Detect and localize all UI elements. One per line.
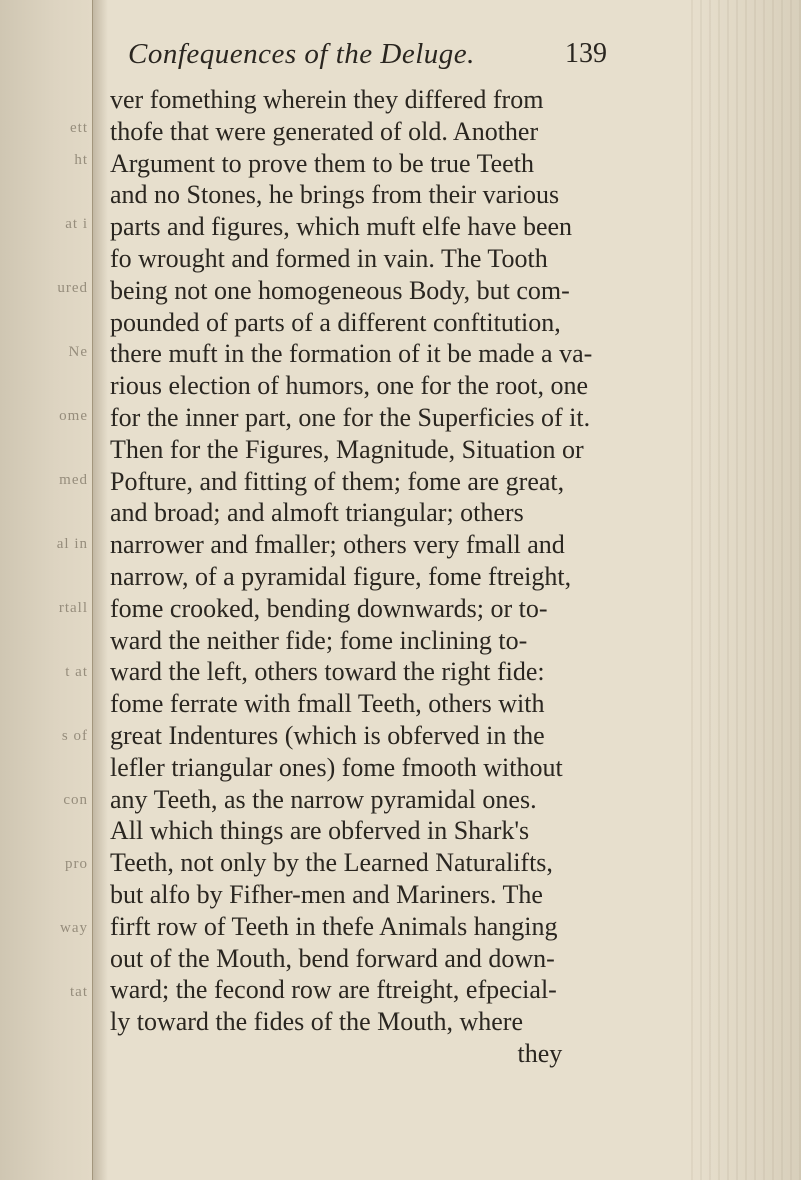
page-header	[110, 18, 710, 78]
gutter-shadow	[92, 0, 108, 1180]
text-line: Argument to prove them to be true Teeth	[110, 148, 534, 178]
book-page	[110, 18, 710, 1068]
text-line: there muft in the formation of it be made a va-	[110, 339, 593, 369]
text-line: pounded of parts of a different conftitution,	[110, 307, 561, 337]
text-line: great Indentures (which is obferved in the	[110, 720, 545, 750]
text-line: and no Stones, he brings from their various	[110, 180, 560, 210]
text-line: but alfo by Fifher-men and Mariners. The	[110, 879, 543, 909]
text-line: out of the Mouth, bend forward and down-	[110, 943, 555, 973]
text-line: being not one homogeneous Body, but com-	[110, 275, 570, 305]
text-line: ward; the fecond row are ftreight, efpecial-	[110, 975, 557, 1005]
text-line: lefler triangular ones) fome fmooth without	[110, 752, 563, 782]
text-line: ward the left, others toward the right fide:	[110, 657, 545, 687]
text-line: ly toward the fides of the Mouth, where	[110, 1007, 524, 1037]
text-line: for the inner part, one for the Superficies of it.	[110, 402, 591, 432]
text-line: parts and figures, which muft elfe have been	[110, 212, 573, 242]
text-line: fome ferrate with fmall Teeth, others with	[110, 689, 545, 719]
text-line: thofe that were generated of old. Another	[110, 116, 539, 146]
text-line: fo wrought and formed in vain. The Tooth	[110, 243, 548, 273]
body-text	[110, 84, 592, 1070]
text-line: narrower and fmaller; others very fmall and	[110, 530, 565, 560]
running-title: Confequences of the Deluge.	[128, 38, 475, 70]
page-edge-right	[691, 0, 801, 1180]
text-line: and broad; and almoft triangular; others	[110, 498, 524, 528]
text-line: All which things are obferved in Shark's	[110, 816, 530, 846]
text-line: ver fomething wherein they differed from	[110, 85, 544, 114]
text-line: any Teeth, as the narrow pyramidal ones.	[110, 784, 537, 814]
facing-page-edge: ett ht at i ured Ne ome med al in rtall t at s of con pro way tat	[0, 0, 93, 1180]
text-line: Then for the Figures, Magnitude, Situation or	[110, 434, 584, 464]
text-line: Teeth, not only by the Learned Naturalifts,	[110, 848, 553, 878]
text-line: ward the neither fide; fome inclining to-	[110, 625, 528, 655]
text-line: narrow, of a pyramidal figure, fome ftreight,	[110, 561, 572, 591]
text-line: fome crooked, bending downwards; or to-	[110, 593, 548, 623]
catchword: they	[517, 1038, 563, 1068]
page-number: 139	[565, 38, 607, 69]
text-line: Pofture, and fitting of them; fome are great,	[110, 466, 565, 496]
text-line: rious election of humors, one for the root, one	[110, 371, 588, 401]
text-line: firft row of Teeth in thefe Animals hanging	[110, 911, 558, 941]
